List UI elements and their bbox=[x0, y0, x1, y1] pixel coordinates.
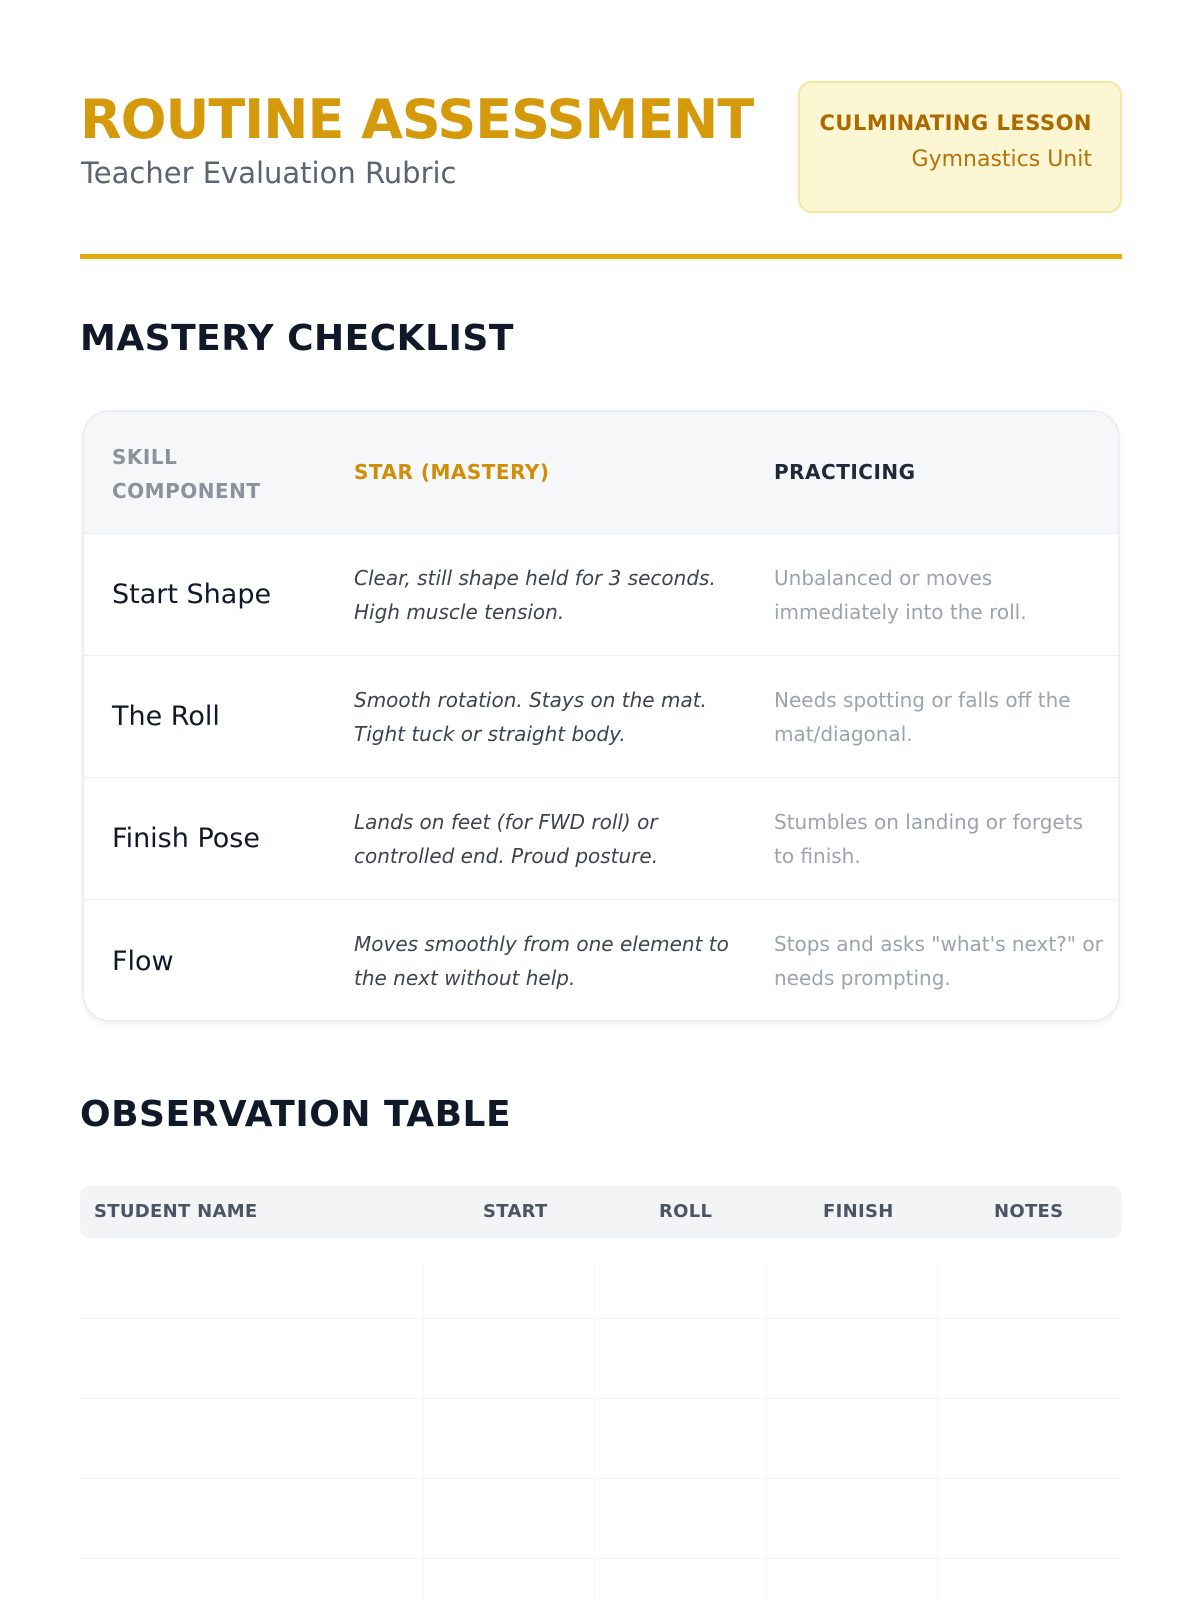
column-header-student: STUDENT NAME bbox=[94, 1201, 258, 1222]
practicing-criteria: Needs spotting or falls off the mat/diagonal. bbox=[774, 687, 1071, 746]
header-divider bbox=[80, 254, 1122, 259]
badge-subtitle: Gymnastics Unit bbox=[911, 147, 1092, 172]
practicing-criteria: Stops and asks "what's next?" or needs prompting. bbox=[774, 932, 1103, 990]
observation-column-divider bbox=[423, 1264, 424, 1600]
practicing-criteria: Unbalanced or moves immediately into the roll. bbox=[774, 565, 1027, 624]
observation-heading: OBSERVATION TABLE bbox=[80, 1094, 512, 1135]
column-header-finish: FINISH bbox=[823, 1201, 894, 1222]
observation-column-divider bbox=[937, 1264, 938, 1600]
mastery-heading: MASTERY CHECKLIST bbox=[80, 318, 514, 359]
star-criteria: Smooth rotation. Stays on the mat. Tight tuck or straight body. bbox=[354, 687, 707, 746]
page-subtitle: Teacher Evaluation Rubric bbox=[81, 156, 457, 190]
mastery-checklist-table bbox=[82, 410, 1120, 1022]
skill-name: Finish Pose bbox=[112, 823, 260, 854]
observation-table-header bbox=[80, 1186, 1122, 1238]
mastery-table-header bbox=[84, 412, 1118, 534]
observation-column-divider bbox=[594, 1264, 595, 1600]
column-header-practicing: PRACTICING bbox=[774, 460, 916, 484]
observation-row-divider bbox=[80, 1318, 1122, 1319]
table-row bbox=[84, 778, 1118, 900]
observation-row-divider bbox=[80, 1398, 1122, 1399]
skill-name: Start Shape bbox=[112, 579, 272, 610]
page-title: ROUTINE ASSESSMENT bbox=[80, 88, 754, 151]
lesson-badge bbox=[798, 81, 1122, 213]
star-criteria: Moves smoothly from one element to the next without help. bbox=[354, 932, 729, 990]
practicing-criteria: Stumbles on landing or forgets to finish. bbox=[774, 809, 1083, 868]
column-header-star: STAR (MASTERY) bbox=[354, 460, 550, 484]
column-header-skill: SKILL COMPONENT bbox=[112, 445, 261, 503]
column-header-roll: ROLL bbox=[659, 1201, 713, 1222]
skill-name: The Roll bbox=[112, 701, 220, 732]
observation-row-divider bbox=[80, 1558, 1122, 1559]
observation-column-divider bbox=[766, 1264, 767, 1600]
skill-name: Flow bbox=[112, 945, 174, 977]
star-criteria: Clear, still shape held for 3 seconds. High muscle tension. bbox=[354, 565, 716, 624]
column-header-start: START bbox=[483, 1201, 548, 1222]
star-criteria: Lands on feet (for FWD roll) or controlled end. Proud posture. bbox=[354, 809, 659, 868]
table-row bbox=[84, 900, 1118, 1022]
column-header-notes: NOTES bbox=[994, 1201, 1064, 1222]
table-row bbox=[84, 534, 1118, 656]
observation-row-divider bbox=[80, 1478, 1122, 1479]
badge-title: CULMINATING LESSON bbox=[819, 111, 1092, 135]
page-header bbox=[80, 80, 1122, 210]
table-row bbox=[84, 656, 1118, 778]
